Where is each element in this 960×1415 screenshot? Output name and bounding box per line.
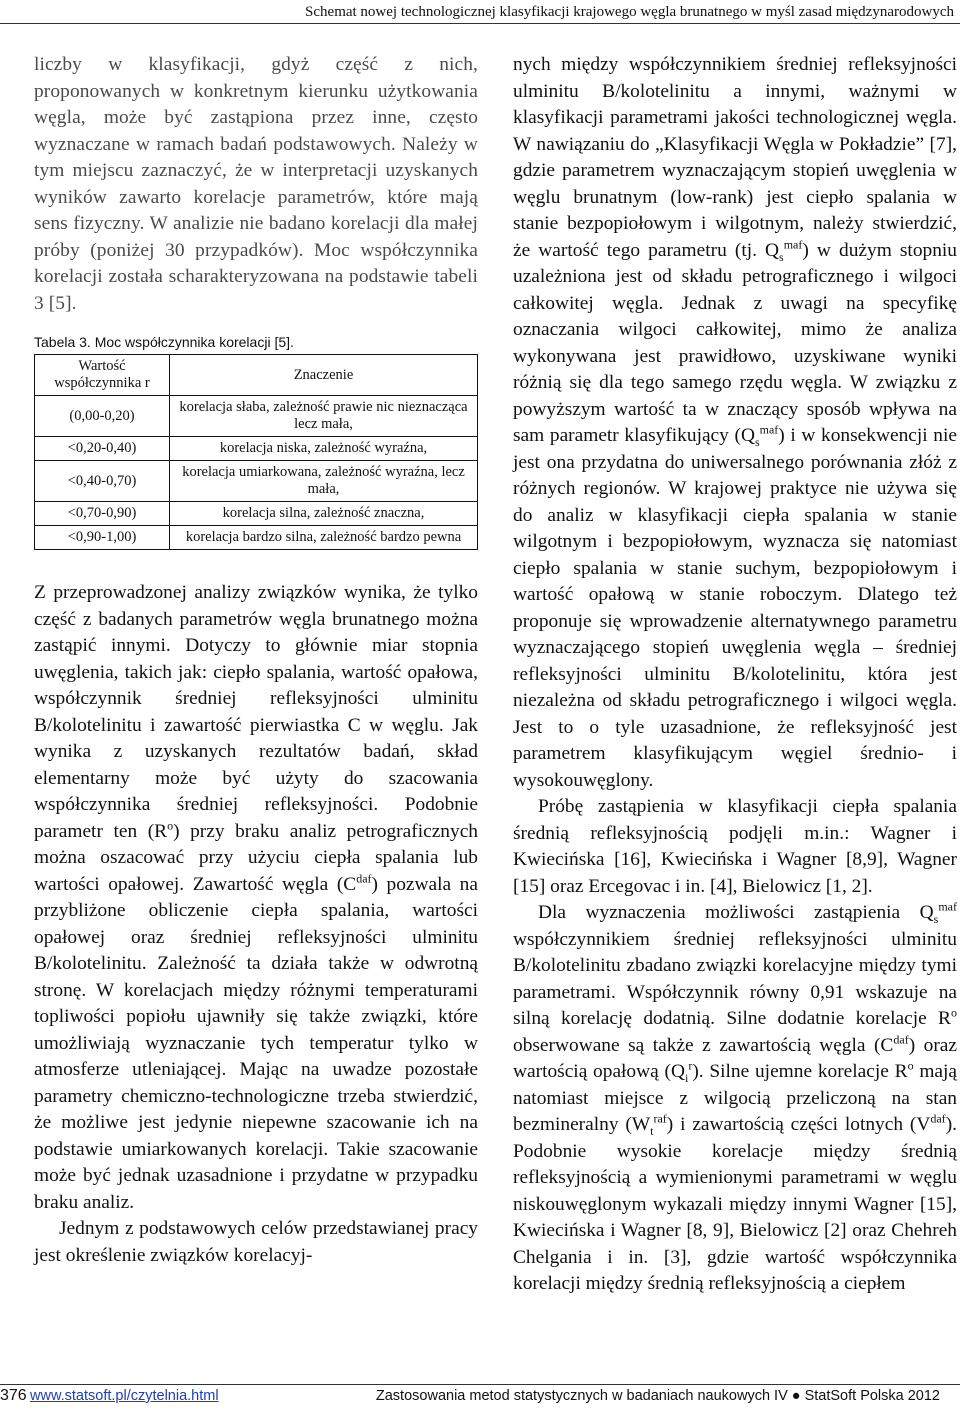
right-column bbox=[513, 52, 957, 1298]
correlation-strength-table bbox=[34, 354, 478, 550]
page-footer bbox=[0, 1384, 960, 1408]
table-cell-range: <0,70-0,90) bbox=[35, 502, 170, 526]
right-paragraph-3: Dla wyznaczenia możliwości zastąpienia $Q_s^{maf}$ współczynnikiem średniej refleksyjności ulminitu B/kolotelinitu zbadano związki korelacyjne między tymi parametrami. Współczynnik równy 0,91 wskazuje na silną korelację dodatnią. Silne dodatnie korelacje $R^o$ obserwowane są także z zawartością węgla $(C^{daf})$ oraz wartością opałową $(Q_i^r)$. Silne ujemne korelacje $R^o$ mają natomiast miejsce z wilgocią przeliczoną na stan bezmineralny $(W_t^{raf})$ i zawartością części lotnych $(V^{daf})$. Podobnie wysokie korelacje między średnią refleksyjnością a wymienionymi parametrami w węglu niskouwęglonym wykazali między innymi Wagner [15], Kwiecińska i Wagner [8, 9], Bielowicz [2] oraz Chehreh Chelgania i in. [3], gdzie wartość współczynnika korelacji między średnią refleksyjnością a ciepłem bbox=[513, 899, 958, 1294]
header-rule bbox=[0, 23, 960, 24]
left-column bbox=[34, 52, 478, 1269]
left-paragraph-3: Jednym z podstawowych celów przedstawianej pracy jest określenie związków korelacyj- bbox=[34, 1218, 478, 1266]
table-row bbox=[35, 396, 478, 437]
table-cell-meaning: korelacja słaba, zależność prawie nic nieznacząca lecz mała, bbox=[170, 396, 478, 437]
page-number: 376 bbox=[0, 1387, 27, 1404]
table-row bbox=[35, 502, 478, 526]
statsoft-link[interactable]: www.statsoft.pl/czytelnia.html bbox=[30, 1388, 219, 1404]
bullet-icon: ● bbox=[791, 1388, 801, 1404]
left-paragraph-1: liczby w klasyfikacji, gdyż część z nich, proponowanych w konkretnym kierunku użytkowania węgla, może być zastąpiona przez inne, często wyznaczane w ramach badań podstawowych. Należy w tym miejscu zaznaczyć, że w interpretacji uzyskanych wyników zawarto korelacje parametrów, które mają sens fizyczny. W analizie nie badano korelacji dla małej próby (poniżej 30 przypadków). Moc współczynnika korelacji została scharakteryzowana na podstawie tabeli 3 [5]. bbox=[34, 54, 478, 314]
left-paragraph-2: Z przeprowadzonej analizy związków wynika, że tylko część z badanych parametrów węgla brunatnego można zastąpić innymi. Dotyczy to głównie miar stopnia uwęglenia, takich jak: ciepło spalania, wartość opałowa, współczynnik średniej refleksyjności ulminitu B/kolotelinitu i zawartość pierwiastka C w węglu. Jak wynika z uzyskanych rezultatów badań, skład elementarny może być użyty do szacowania współczynnika średniej refleksyjności. Podobnie parametr ten $(R^o)$ przy braku analiz petrograficznych można oszacować przy użyciu ciepła spalania lub wartości opałowej. Zawartość węgla $(C^{daf})$ pozwala na przybliżone obliczenie ciepła spalania, wartości opałowej oraz średniej refleksyjności ulminitu B/kolotelinitu. Zależność ta działa także w odwrotną stronę. W korelacjach między różnymi temperaturami topliwości popiołu ujawniły się także związki, które umożliwiają wyznaczanie tych temperatur tylko w atmosferze utleniającej. Mając na uwadze pozostałe parametry chemiczno-technologiczne trzeba stwierdzić, że możliwe jest jedynie niepewne szacowanie ich na podstawie umiarkowanych korelacji. Takie szacowanie może być jednak uzasadnione i przydatne w przypadku braku analiz. bbox=[34, 582, 478, 1213]
table-header-row bbox=[35, 355, 478, 396]
publication-info: Zastosowania metod statystycznych w badaniach naukowych IV ● StatSoft Polska 2012 bbox=[375, 1388, 940, 1404]
table-header-value: Wartość współczynnika r bbox=[35, 355, 170, 396]
table-cell-meaning: korelacja silna, zależność znaczna, bbox=[170, 502, 478, 526]
table-cell-range: <0,40-0,70) bbox=[35, 461, 170, 502]
table-cell-meaning: korelacja niska, zależność wyraźna, bbox=[170, 437, 478, 461]
right-paragraph-1: nych między współczynnikiem średniej refleksyjności ulminitu B/kolotelinitu a innymi, ważnymi w klasyfikacji parametrami jakości technologicznej węgla. W nawiązaniu do „Klasyfikacji Węgla w Pokładzie” [7], gdzie parametrem wyznaczającym stopień uwęglenia w węglu brunatnym (low-rank) jest ciepło spalania w stanie bezpopiołowym i wilgotnym, należy stwierdzić, że wartość tego parametru (tj. $Q_s^{maf}$) w dużym stopniu uzależniona jest od składu petrograficznego i wilgoci całkowitej węgla. Jednak z uwagi na specyfikę oznaczania wilgoci całkowitej, mimo że analiza wykonywana jest prawidłowo, uzyskiwane wyniki różnią się dla tego samego rzędu węgla. W związku z powyższym wartość ta w znaczący sposób wpływa na sam parametr klasyfikujący $(Q_s^{maf})$ i w konsekwencji nie jest ona przydatna do uniwersalnego porównania złóż z różnych regionów. W krajowej praktyce nie używa się do analiz w klasyfikacji ciepła spalania w stanie wilgotnym i bezpopiołowym, wyznacza się natomiast ciepło spalania w stanie suchym, bezpopiołowym i wartość opałową w stanie roboczym. Dlatego też proponuje się wprowadzenie alternatywnego parametru wyznaczającego stopień uwęglenia węgla – średniej refleksyjności ulminitu B/kolotelinitu, która jest niezależna od składu petrograficznego i wilgoci węgla. Jest to o tyle uzasadnione, że refleksyjność jest parametrem klasyfikującym węgiel średnio- i wysokouwęglony. bbox=[513, 54, 957, 791]
right-paragraph-2: Próbę zastąpienia w klasyfikacji ciepła spalania średnią refleksyjnością podjęli m.in.: Wagner i Kwiecińska [16], Kwiecińska i Wagner [8,9], Wagner [15] oraz Ercegovac i in. [4], Bielowicz [1, 2]. bbox=[513, 796, 957, 897]
table-cell-meaning: korelacja bardzo silna, zależność bardzo pewna bbox=[170, 526, 478, 550]
table-header-meaning: Znaczenie bbox=[170, 355, 478, 396]
table-row bbox=[35, 461, 478, 502]
running-header bbox=[0, 2, 954, 22]
table-caption: Tabela 3. Moc współczynnika korelacji [5]. bbox=[34, 334, 294, 350]
running-title: Schemat nowej technologicznej klasyfikacji krajowego węgla brunatnego w myśl zasad międzynarodowych bbox=[305, 4, 954, 20]
table-cell-meaning: korelacja umiarkowana, zależność wyraźna, lecz mała, bbox=[170, 461, 478, 502]
table-cell-range: <0,90-1,00) bbox=[35, 526, 170, 550]
table-row bbox=[35, 526, 478, 550]
table-cell-range: (0,00-0,20) bbox=[35, 396, 170, 437]
table-row bbox=[35, 437, 478, 461]
table-cell-range: <0,20-0,40) bbox=[35, 437, 170, 461]
